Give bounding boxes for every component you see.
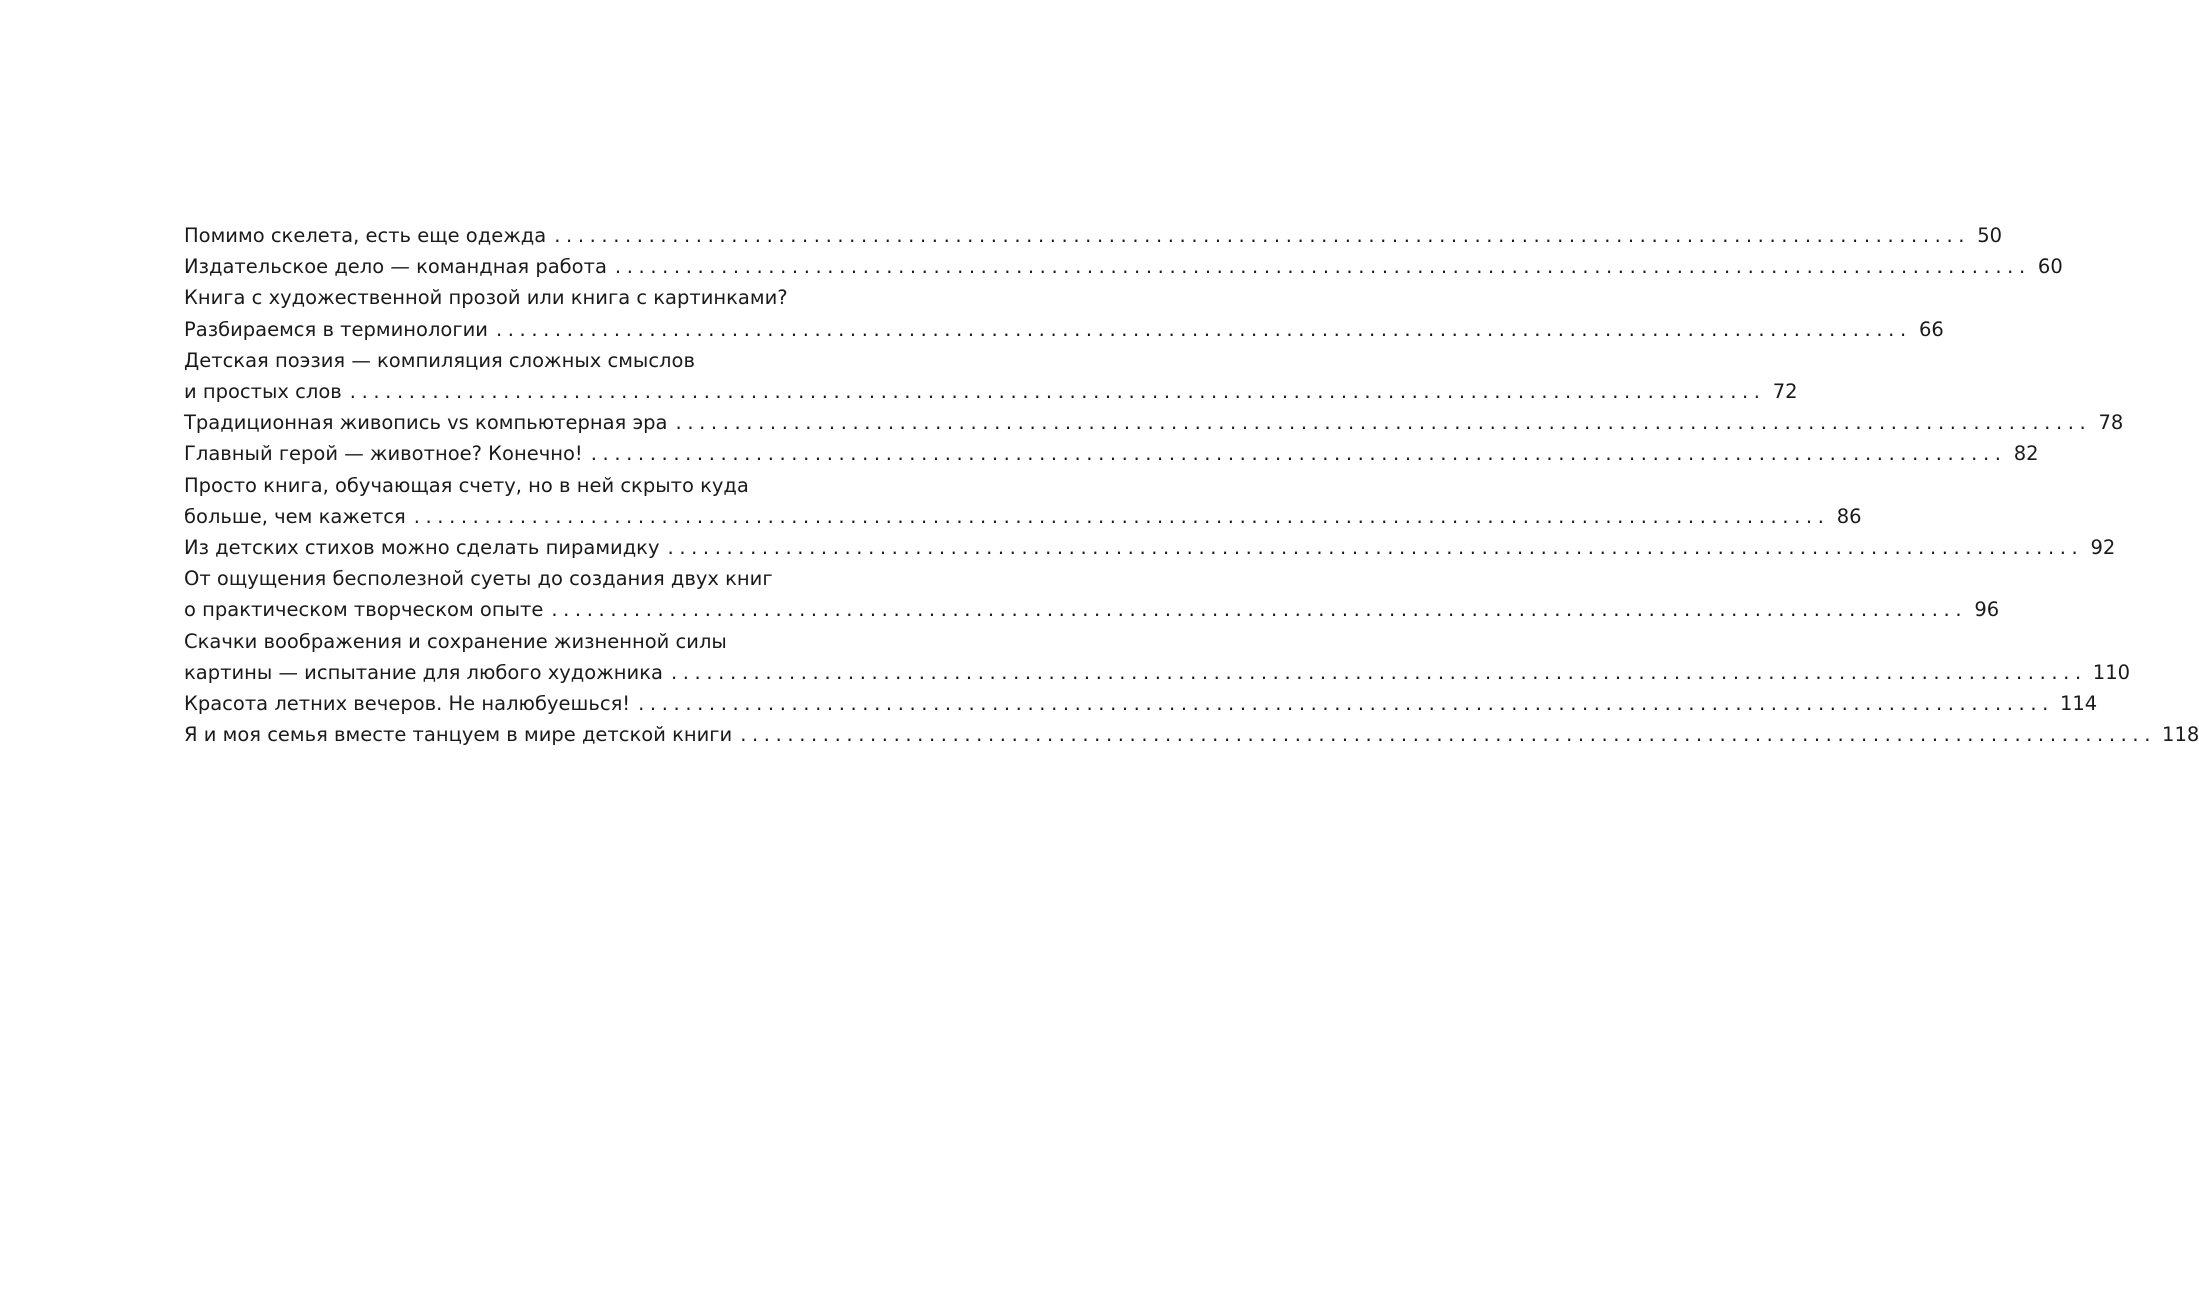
toc-entry[interactable] (184, 407, 2124, 438)
toc-page-number: 66 (1918, 317, 1944, 341)
toc-entry-title-line: Скачки воображения и сохранение жизненной силы (184, 629, 727, 653)
toc-entry[interactable] (184, 688, 2098, 719)
toc-entry-line (184, 719, 2199, 750)
toc-entry-title: Помимо скелета, есть еще одежда (184, 224, 547, 247)
dot-leader: ........................................................................................................................ (740, 723, 2157, 747)
dot-leader: ........................................................................................................................ (551, 598, 1968, 622)
table-of-contents (184, 220, 2199, 750)
dot-leader: ........................................................................................................................ (590, 442, 2007, 466)
toc-entry-title-line: От ощущения бесполезной суеты до создания двух книг (184, 567, 773, 591)
toc-entry-line (184, 407, 2124, 438)
dot-leader: ........................................................................................................................ (413, 504, 1830, 528)
toc-page-number: 110 (2092, 660, 2131, 684)
toc-entry-title-line: Просто книга, обучающая счету, но в ней скрыто куда (184, 473, 749, 497)
toc-entry-title: Главный герой — животное? Конечно! (184, 442, 583, 466)
toc-entry-line (184, 657, 2131, 688)
toc-entry-title: Издательское дело — командная работа (184, 255, 607, 279)
toc-entry-line (184, 376, 1798, 407)
toc-page-number: 60 (2037, 255, 2063, 279)
dot-leader: ........................................................................................................................ (667, 536, 2084, 560)
toc-entry-title: Я и моя семья вместе танцуем в мире детской книги (184, 723, 733, 747)
toc-entry[interactable] (184, 220, 2003, 251)
toc-entry-title: картины — испытание для любого художника (184, 660, 663, 684)
toc-entry-line (184, 532, 2116, 563)
toc-entry-title: Из детских стихов можно сделать пирамидку (184, 536, 660, 560)
toc-page-number: 78 (2098, 411, 2124, 435)
toc-entry[interactable] (184, 470, 1862, 532)
toc-entry-title: и простых слов (184, 380, 342, 404)
dot-leader: ........................................................................................................................ (554, 224, 1971, 247)
toc-entry[interactable] (184, 438, 2039, 469)
toc-entry[interactable] (184, 251, 2063, 282)
toc-entry-line (184, 251, 2063, 282)
toc-entry[interactable] (184, 719, 2199, 750)
toc-entry-line (184, 501, 1862, 532)
toc-page-number: 92 (2090, 536, 2116, 560)
dot-leader: ........................................................................................................................ (614, 255, 2031, 279)
toc-entry-title-line: Детская поэзия — компиляция сложных смыслов (184, 348, 695, 372)
toc-entry[interactable] (184, 345, 1798, 407)
toc-entry[interactable] (184, 626, 2131, 688)
dot-leader: ........................................................................................................................ (670, 660, 2087, 684)
toc-entry-title: о практическом творческом опыте (184, 598, 544, 622)
toc-entry[interactable] (184, 563, 2000, 625)
toc-entry-title: Разбираемся в терминологии (184, 317, 488, 341)
toc-page-number: 50 (1977, 224, 2003, 247)
toc-entry[interactable] (184, 282, 1944, 344)
toc-entry-title-line: Книга с художественной прозой или книга с картинками? (184, 286, 788, 310)
toc-page-number: 82 (2013, 442, 2039, 466)
toc-entry-title: Красота летних вечеров. Не налюбуешься! (184, 692, 631, 716)
toc-entry-line (184, 688, 2098, 719)
toc-entry-line (184, 220, 2003, 251)
toc-page-number: 86 (1836, 504, 1862, 528)
toc-entry-title: Традиционная живопись vs компьютерная эра (184, 411, 668, 435)
dot-leader: ........................................................................................................................ (495, 317, 1912, 341)
toc-entry-line (184, 314, 1944, 345)
toc-page-number: 118 (2162, 723, 2199, 747)
dot-leader: ........................................................................................................................ (675, 411, 2092, 435)
dot-leader: ........................................................................................................................ (638, 692, 2054, 716)
toc-entry-line (184, 594, 2000, 625)
dot-leader: ........................................................................................................................ (349, 380, 1766, 404)
toc-page-number: 96 (1974, 598, 2000, 622)
toc-page-number: 72 (1772, 380, 1798, 404)
toc-entry-title: больше, чем кажется (184, 504, 406, 528)
toc-page-number: 114 (2059, 692, 2098, 716)
toc-entry[interactable] (184, 532, 2116, 563)
toc-entry-line (184, 438, 2039, 469)
